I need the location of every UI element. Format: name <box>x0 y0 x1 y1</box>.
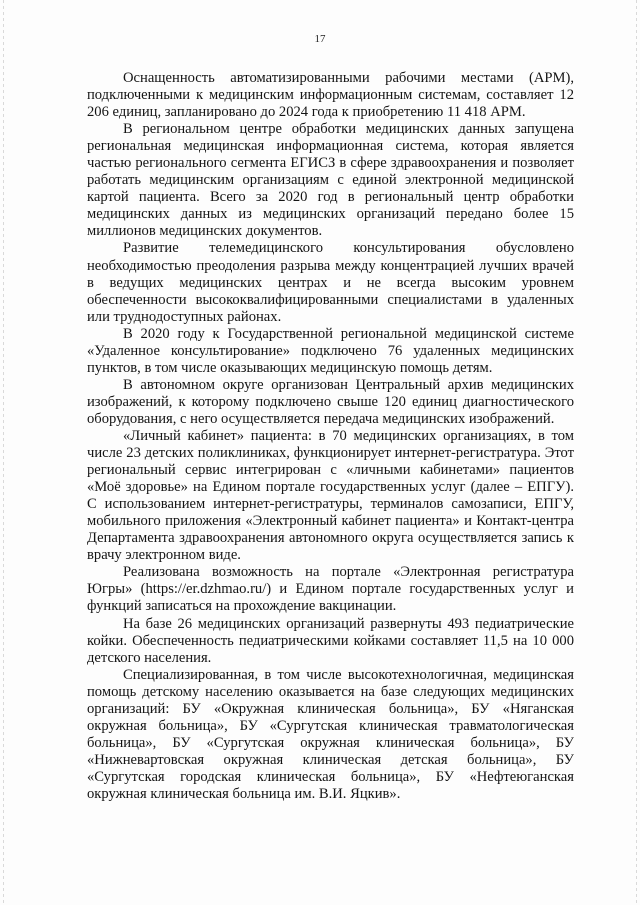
paragraph-remote-consulting: В 2020 году к Государственной региональной медицинской системе «Удаленное консультирование» подключено 76 удаленных медицинских пунктов, в том числе оказывающих медицинскую помощь детям. <box>87 325 574 376</box>
paragraph-arm-equipment: Оснащенность автоматизированными рабочими местами (АРМ), подключенными к медицинским информационным системам, составляет 12 206 единиц, запланировано до 2024 года к приобретению 11 418 АРМ. <box>87 70 574 121</box>
paragraph-telemedicine: Развитие телемедицинского консультирования обусловлено необходимостью преодоления разрыва между концентрацией лучших врачей в ведущих медицинских центрах и не всегда высоким уровнем обеспеченности высококвалифицированными специалистами в удаленных или труднодоступных районах. <box>87 240 574 325</box>
paragraph-personal-account: «Личный кабинет» пациента: в 70 медицинских организациях, в том числе 23 детских поликлиниках, функционирует интернет-регистратура. Этот региональный сервис интегрирован с «личными кабинетами» пациентов «Моё здоровье» на Едином портале государственных услуг (далее – ЕПГУ). С использованием интернет-регистратуры, терминалов самозаписи, ЕПГУ, мобильного приложения «Электронный кабинет пациента» и Контакт-центра Департамента здравоохранения автономного округа осуществляется запись к врачу электронном виде. <box>87 427 574 564</box>
paragraph-vaccination-booking: Реализована возможность на портале «Электронная регистратура Югры» (https://er.dzhmao.ru/) и Едином портале государственных услуг и функций записаться на прохождение вакцинации. <box>87 564 574 615</box>
paragraph-image-archive: В автономном округе организован Центральный архив медицинских изображений, к которому подключено свыше 120 единиц диагностического оборудования, с него осуществляется передача медицинских изображений. <box>87 376 574 427</box>
paragraph-pediatric-beds: На базе 26 медицинских организаций развернуты 493 педиатрические койки. Обеспеченность педиатрическими койками составляет 11,5 на 10 000 детского населения. <box>87 615 574 666</box>
paragraph-regional-data-center: В региональном центре обработки медицинских данных запущена региональная медицинская информационная система, которая является частью регионального сегмента ЕГИСЗ в сфере здравоохранения и позволяет работать медицинским организациям с единой электронной медицинской картой пациента. Всего за 2020 год в региональный центр обработки медицинских данных из медицинских организаций передано более 15 миллионов медицинских документов. <box>87 121 574 240</box>
scan-edge-right <box>636 0 637 905</box>
paragraph-specialized-care: Специализированная, в том числе высокотехнологичная, медицинская помощь детскому населению оказывается на базе следующих медицинских организаций: БУ «Окружная клиническая больница», БУ «Няганская окружная больница», БУ «Сургутская клиническая травматологическая больница», БУ «Сургутская окружная клиническая больница», БУ «Нижневартовская окружная клиническая детская больница», БУ «Сургутская городская клиническая больница», БУ «Нефтеюганская окружная клиническая больница им. В.И. Яцкив». <box>87 666 574 802</box>
document-body <box>87 70 574 803</box>
page-number: 17 <box>314 33 326 45</box>
scan-edge-left <box>3 0 4 905</box>
